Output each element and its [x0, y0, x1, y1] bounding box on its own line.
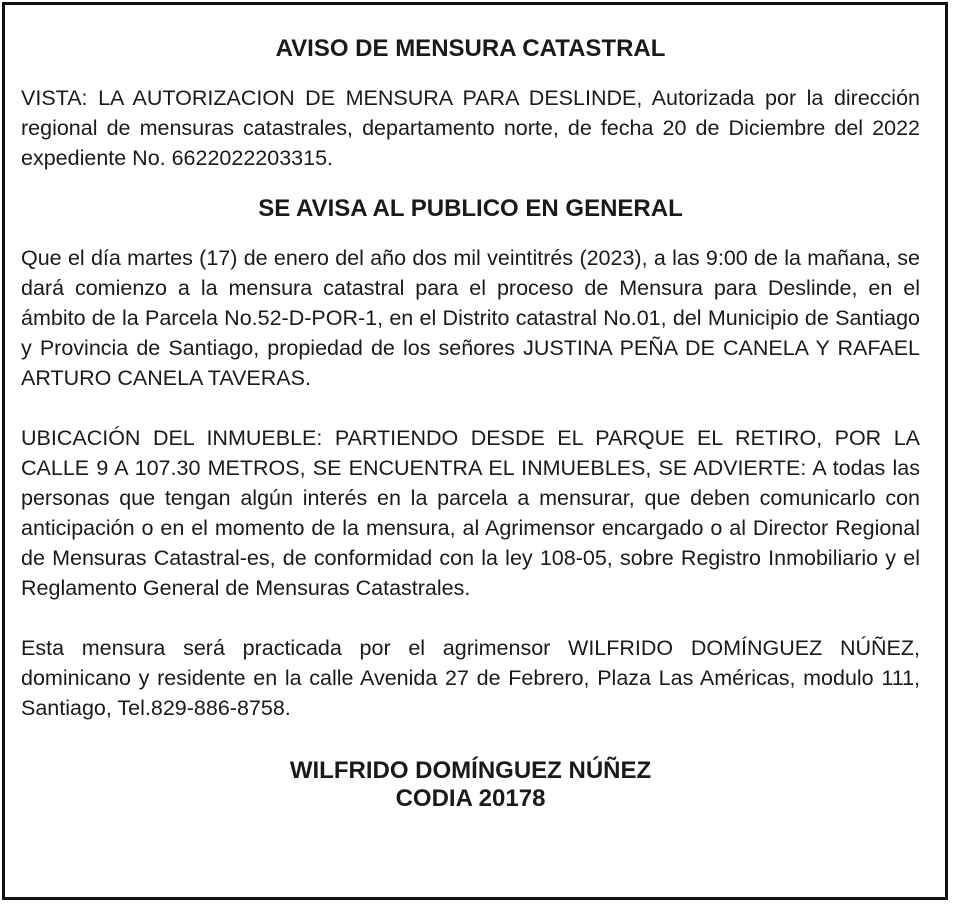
paragraph-surveyor: Esta mensura será practicada por el agrimensor WILFRIDO DOMÍNGUEZ NÚÑEZ, dominicano y residente en la calle Avenida 27 de Febrero, Plaza Las Américas, modulo 111, Santiago, Tel.829-886-8758. [21, 636, 920, 720]
signature-block [21, 757, 920, 813]
paragraph-property-location: UBICACIÓN DEL INMUEBLE: PARTIENDO DESDE EL PARQUE EL RETIRO, POR LA CALLE 9 A 107.30 METROS, SE ENCUENTRA EL INMUEBLES, SE ADVIERTE: A todas las personas que tengan algún interés en la parcela a mensurar, que deben comunicarlo con anticipación o en el momento de la mensura, al Agrimensor encargado o al Director Regional de Mensuras Catastral-es, de conformidad con la ley 108-05, sobre Registro Inmobiliario y el Reglamento General de Mensuras Catastrales. [21, 426, 920, 600]
paragraph-date-location: Que el día martes (17) de enero del año dos mil veintitrés (2023), a las 9:00 de la mañana, se dará comienzo a la mensura catastral para el proceso de Mensura para Deslinde, en el ámbito de la Parcela No.52-D-POR-1, en el Distrito catastral No.01, del Municipio de Santiago y Provincia de Santiago, propiedad de los señores JUSTINA PEÑA DE CANELA Y RAFAEL ARTURO CANELA TAVERAS. [21, 246, 920, 390]
paragraph-vista: VISTA: LA AUTORIZACION DE MENSURA PARA DESLINDE, Autorizada por la dirección regional de mensuras catastrales, departamento norte, de fecha 20 de Diciembre del 2022 expediente No. 6622022203315. [21, 86, 920, 170]
legal-notice [2, 2, 948, 900]
signature-name: WILFRIDO DOMÍNGUEZ NÚÑEZ [289, 757, 652, 784]
notice-subtitle: SE AVISA AL PUBLICO EN GENERAL [258, 195, 683, 222]
signature-codia: CODIA 20178 [395, 785, 546, 812]
notice-title: AVISO DE MENSURA CATASTRAL [275, 35, 666, 62]
